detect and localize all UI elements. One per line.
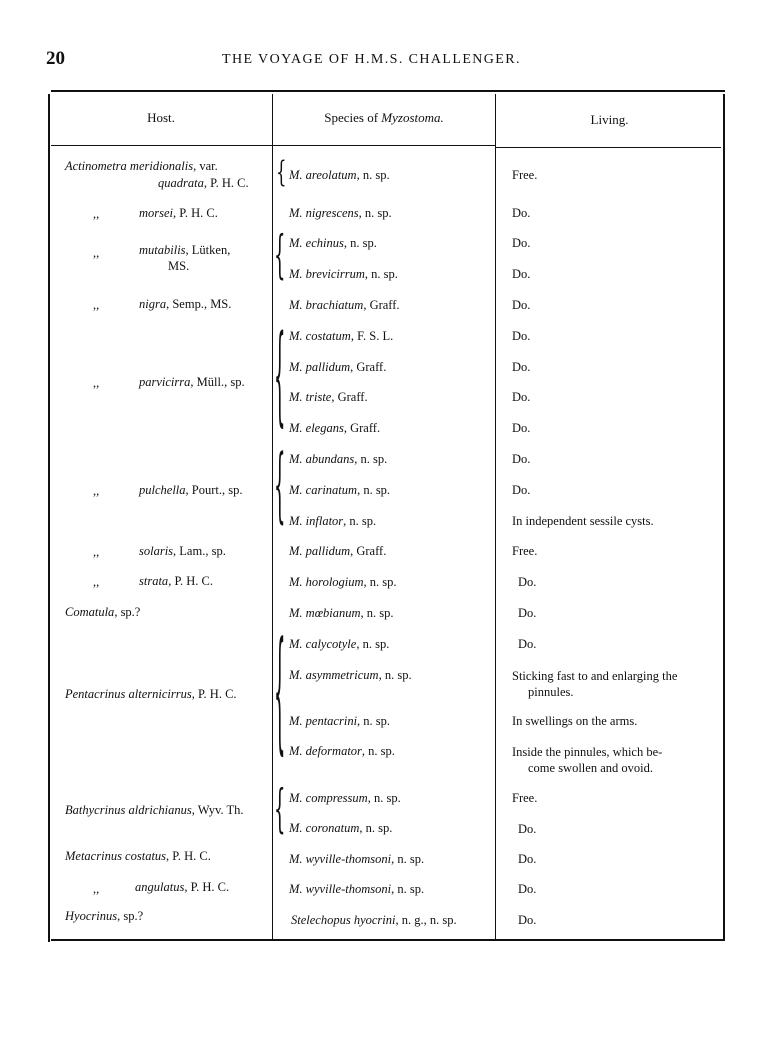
living-cell: Do. <box>512 236 531 250</box>
living-cell: pinnules. <box>528 685 574 699</box>
species-cell: M. wyville-thomsoni, n. sp. <box>289 852 425 866</box>
left-rule <box>48 94 50 942</box>
col-rule-2 <box>495 94 496 940</box>
species-cell: M. areolatum, n. sp. <box>289 168 390 182</box>
species-cell: M. nigrescens, n. sp. <box>289 206 392 220</box>
host-cell: morsei, P. H. C. <box>139 206 218 220</box>
living-cell: Do. <box>518 852 537 866</box>
living-cell: Do. <box>512 360 531 374</box>
living-cell: Do. <box>512 452 531 466</box>
host-cell: quadrata, P. H. C. <box>158 176 249 190</box>
species-cell: M. pallidum, Graff. <box>289 360 387 374</box>
header-species-prefix: Species of <box>324 110 382 125</box>
living-cell: Do. <box>518 882 537 896</box>
brace-parvicirra: { <box>274 314 286 441</box>
living-cell: Free. <box>512 791 538 805</box>
host-cell: strata, P. H. C. <box>139 574 213 588</box>
host-cell: parvicirra, Müll., sp. <box>139 375 245 389</box>
col-rule-1 <box>272 94 273 940</box>
species-cell: M. horologium, n. sp. <box>289 575 397 589</box>
host-cell: MS. <box>168 259 190 273</box>
host-cell: Actinometra meridionalis, var. <box>65 159 218 173</box>
species-cell: M. triste, Graff. <box>289 390 368 404</box>
living-cell: Free. <box>512 544 538 558</box>
header-rule-right <box>496 147 721 148</box>
ditto-mark: ,, <box>93 207 100 221</box>
species-cell: M. costatum, F. S. L. <box>289 329 394 343</box>
living-cell: Do. <box>518 575 537 589</box>
host-cell: Comatula, sp.? <box>65 605 141 619</box>
host-cell: Metacrinus costatus, P. H. C. <box>65 849 211 863</box>
brace-pentacrinus: { <box>274 616 286 771</box>
ditto-mark: ,, <box>93 575 100 589</box>
header-species <box>273 110 495 126</box>
species-table <box>48 90 725 941</box>
species-cell: M. mœbianum, n. sp. <box>289 606 394 620</box>
host-cell: Bathycrinus aldrichianus, Wyv. Th. <box>65 803 244 817</box>
brace-areolatum: { <box>276 156 287 190</box>
species-cell: M. inflator, n. sp. <box>289 514 377 528</box>
header-species-genus: Myzostoma. <box>381 110 444 125</box>
species-cell: M. brachiatum, Graff. <box>289 298 400 312</box>
species-cell: M. echinus, n. sp. <box>289 236 377 250</box>
living-cell: come swollen and ovoid. <box>528 761 653 775</box>
living-cell: Do. <box>512 206 531 220</box>
right-rule <box>723 94 725 940</box>
host-cell: Pentacrinus alternicirrus, P. H. C. <box>65 687 237 701</box>
species-cell: M. wyville-thomsoni, n. sp. <box>289 882 425 896</box>
host-cell: solaris, Lam., sp. <box>139 544 226 558</box>
living-cell: Do. <box>512 390 531 404</box>
living-cell: Sticking fast to and enlarging the <box>512 669 678 683</box>
living-cell: Do. <box>512 267 531 281</box>
species-cell: M. abundans, n. sp. <box>289 452 388 466</box>
living-cell: Do. <box>512 483 531 497</box>
bottom-rule <box>51 939 725 941</box>
species-cell: M. coronatum, n. sp. <box>289 821 393 835</box>
living-cell: Do. <box>518 822 537 836</box>
page-number: 20 <box>46 48 65 69</box>
host-cell: nigra, Semp., MS. <box>139 297 232 311</box>
top-rule <box>51 90 725 92</box>
species-cell: M. compressum, n. sp. <box>289 791 401 805</box>
host-cell: Hyocrinus, sp.? <box>65 909 144 923</box>
living-cell: Do. <box>518 637 537 651</box>
living-cell: In swellings on the arms. <box>512 714 638 728</box>
species-cell: M. pallidum, Graff. <box>289 544 387 558</box>
living-cell: Inside the pinnules, which be- <box>512 745 663 759</box>
species-cell: M. asymmetricum, n. sp. <box>289 668 412 682</box>
brace-mutabilis: { <box>274 225 286 286</box>
species-cell: M. elegans, Graff. <box>289 421 381 435</box>
species-cell: M. calycotyle, n. sp. <box>289 637 390 651</box>
host-cell: pulchella, Pourt., sp. <box>139 483 243 497</box>
host-cell: angulatus, P. H. C. <box>135 880 230 894</box>
header-host: Host. <box>147 110 175 125</box>
species-cell: M. carinatum, n. sp. <box>289 483 391 497</box>
ditto-mark: ,, <box>93 376 100 390</box>
living-cell: Do. <box>518 606 537 620</box>
ditto-mark: ,, <box>93 246 100 260</box>
brace-bathycrinus: { <box>274 779 286 840</box>
living-cell: Free. <box>512 168 538 182</box>
living-cell: Do. <box>512 421 531 435</box>
brace-pulchella: { <box>274 438 286 534</box>
ditto-mark: ,, <box>93 484 100 498</box>
species-cell: M. pentacrini, n. sp. <box>289 714 391 728</box>
species-cell: M. deformator, n. sp. <box>289 744 395 758</box>
living-cell: In independent sessile cysts. <box>512 514 654 528</box>
living-cell: Do. <box>512 298 531 312</box>
host-cell: mutabilis, Lütken, <box>139 243 231 257</box>
ditto-mark: ,, <box>93 298 100 312</box>
living-cell: Do. <box>512 329 531 343</box>
header-rule <box>51 145 496 146</box>
running-head: THE VOYAGE OF H.M.S. CHALLENGER. <box>222 52 521 67</box>
ditto-mark: ,, <box>93 882 100 896</box>
ditto-mark: ,, <box>93 545 100 559</box>
living-cell: Do. <box>518 913 537 927</box>
header-living: Living. <box>590 112 629 127</box>
species-cell: Stelechopus hyocrini, n. g., n. sp. <box>291 913 457 927</box>
species-cell: M. brevicirrum, n. sp. <box>289 267 398 281</box>
